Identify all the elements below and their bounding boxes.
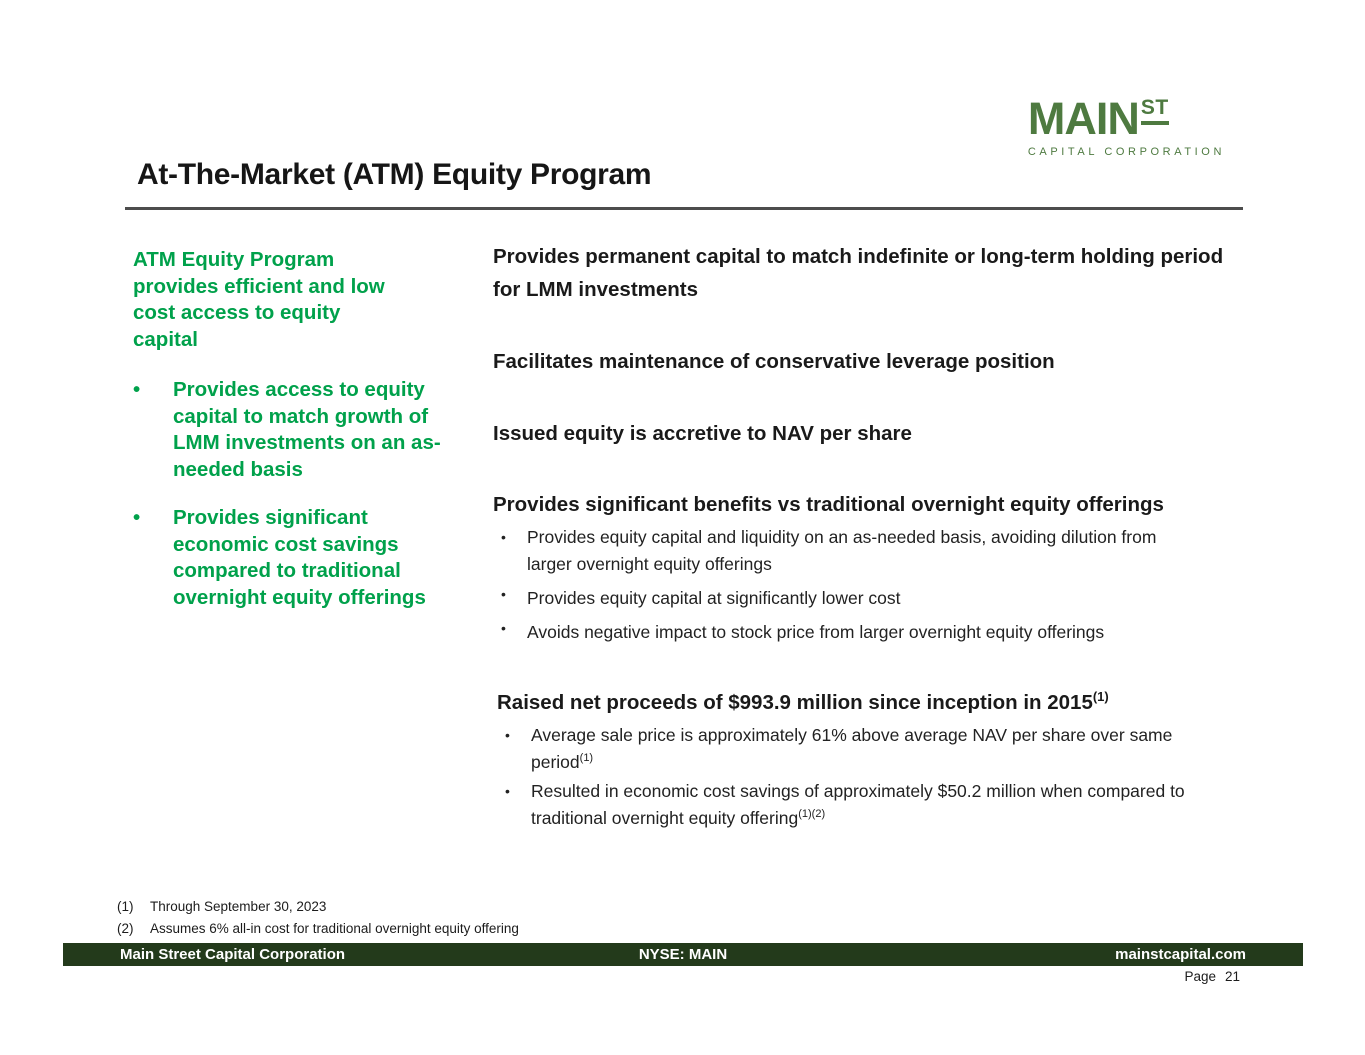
bullet-icon: • [133, 506, 141, 529]
bullet-text [531, 724, 1207, 774]
footer-ticker: NYSE: MAIN [638, 946, 728, 963]
page-number [1184, 969, 1240, 984]
left-bullet-text: Provides significant economic cost savings compared to traditional overnight equity offerings [173, 506, 426, 609]
footnote-number: (2) [117, 920, 134, 936]
footer-bar [63, 943, 1303, 966]
section-heading-text: Provides significant benefits vs traditional overnight equity offerings [493, 493, 1164, 517]
logo-st-text: ST [1140, 96, 1169, 119]
list-item [133, 377, 448, 483]
logo-wordmark [1027, 93, 1225, 144]
proceeds-bullet-list [497, 724, 1253, 831]
bullet-text-body: Resulted in economic cost savings of approximately $50.2 million when compared to traditional overnight equity offering [531, 781, 1185, 829]
section-heading [493, 342, 1228, 375]
list-item [133, 505, 448, 611]
logo-st-underline [1141, 121, 1169, 125]
title-divider [125, 207, 1243, 210]
footer-website: mainstcapital.com [1115, 946, 1246, 963]
bullet-text-body: Provides equity capital at significantly lower cost [527, 587, 901, 608]
bullet-icon: • [505, 783, 510, 800]
bullet-icon: • [501, 619, 506, 636]
section-heading-text: Raised net proceeds of $993.9 million since inception in 2015 [497, 690, 1093, 714]
list-item [497, 780, 1207, 830]
footer-company-name: Main Street Capital Corporation [120, 946, 346, 963]
section-permanent-capital [493, 243, 1253, 303]
section-heading [497, 683, 1232, 716]
mainst-logo [1027, 93, 1225, 158]
section-nav-accretive [493, 414, 1253, 447]
section-heading [493, 243, 1228, 303]
bullet-text-body: Avoids negative impact to stock price from larger overnight equity offerings [527, 621, 1105, 642]
left-bullet-text: Provides access to equity capital to match growth of LMM investments on an as-needed basis [173, 378, 441, 481]
left-panel-heading: ATM Equity Program provides efficient and low cost access to equity capital [133, 248, 385, 351]
section-leverage [493, 342, 1253, 375]
left-summary-panel [133, 247, 448, 633]
bullet-icon: • [505, 726, 510, 743]
footnote-text: Assumes 6% all-in cost for traditional overnight equity offering [150, 920, 519, 936]
bullet-text-body: Average sale price is approximately 61% above average NAV per share over same period [531, 724, 1173, 772]
section-heading-text: Provides permanent capital to match indefinite or long-term holding period for LMM investments [493, 245, 1224, 301]
footnote-text: Through September 30, 2023 [150, 899, 327, 914]
footnote-ref: (1)(2) [798, 808, 826, 821]
footnote [117, 918, 519, 940]
main-content-panel [493, 243, 1253, 830]
bullet-text [527, 526, 1203, 576]
bullet-icon: • [501, 529, 506, 546]
footnote-ref: (1) [1092, 688, 1109, 704]
bullet-text [527, 617, 1104, 644]
list-item [493, 526, 1203, 576]
footnote [117, 896, 519, 918]
page-title: At-The-Market (ATM) Equity Program [137, 158, 652, 191]
list-item [497, 724, 1207, 774]
page-number-label: Page [1184, 969, 1216, 984]
logo-main-text: MAIN [1027, 93, 1139, 144]
section-benefits [493, 485, 1253, 643]
section-net-proceeds [497, 683, 1253, 830]
section-heading-text: Issued equity is accretive to NAV per share [493, 421, 912, 445]
bullet-text-body: Provides equity capital and liquidity on an as-needed basis, avoiding dilution from larger overnight equity offerings [527, 527, 1157, 575]
bullet-icon: • [501, 586, 506, 603]
logo-subtitle: CAPITAL CORPORATION [1027, 146, 1225, 158]
left-bullet-list [133, 377, 448, 611]
section-heading [493, 485, 1228, 518]
benefits-bullet-list [493, 526, 1253, 643]
footnotes [117, 896, 519, 939]
page-number-value: 21 [1224, 969, 1240, 984]
footnote-number: (1) [117, 899, 134, 914]
list-item [493, 617, 1203, 644]
list-item [493, 583, 1203, 610]
bullet-text [527, 583, 901, 610]
bullet-icon: • [133, 378, 141, 401]
bullet-text [531, 780, 1207, 830]
footnote-ref: (1) [579, 751, 594, 764]
section-heading-text: Facilitates maintenance of conservative leverage position [493, 349, 1055, 373]
section-heading [493, 414, 1228, 447]
logo-st-block [1141, 97, 1169, 125]
